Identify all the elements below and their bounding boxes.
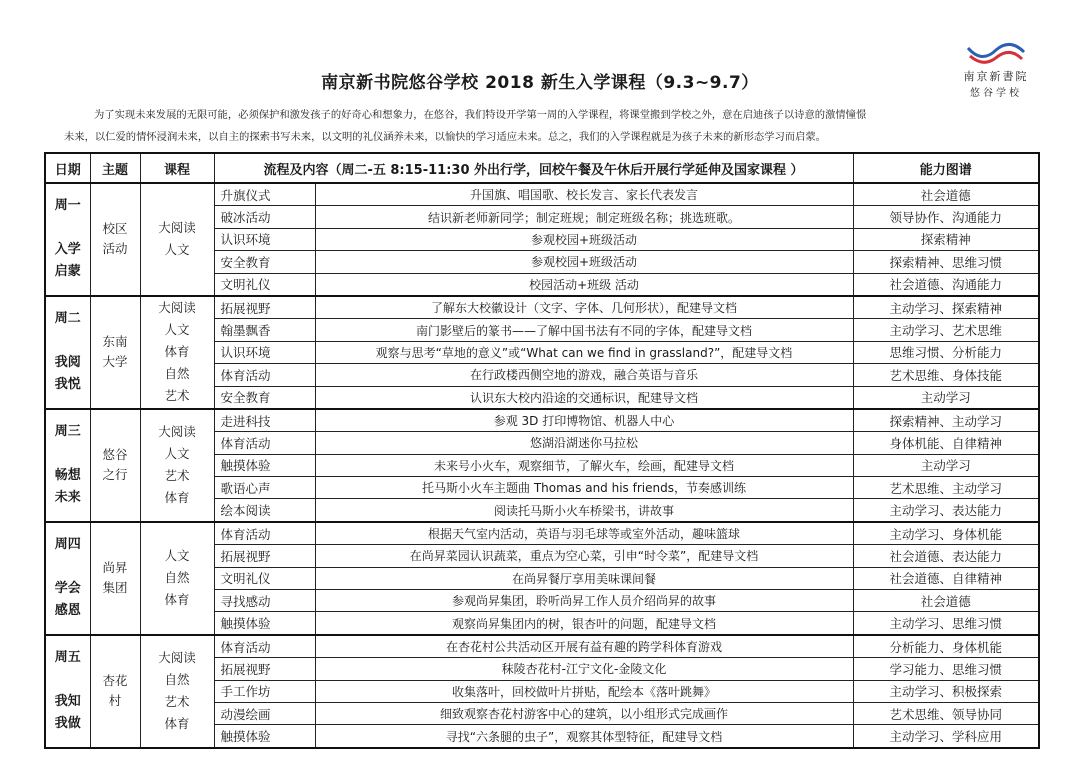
cell-line: 体育 bbox=[164, 344, 190, 360]
cell-line: 大阅读 bbox=[158, 300, 196, 316]
session-cell: 体育活动 bbox=[214, 432, 315, 454]
session-cell: 拓展视野 bbox=[214, 658, 315, 680]
ability-cell: 主动学习、学科应用 bbox=[853, 725, 1039, 748]
content-cell: 在尚昇菜园认识蔬菜，重点为空心菜，引申“时令菜”，配建导文档 bbox=[315, 545, 853, 567]
content-cell: 升国旗、唱国歌、校长发言、家长代表发言 bbox=[315, 183, 853, 206]
content-cell: 观察与思考“草地的意义”或“What can we find in grassland?”，配建导文档 bbox=[315, 341, 853, 363]
ability-cell: 学习能力、思维习惯 bbox=[853, 658, 1039, 680]
course-cell bbox=[140, 409, 214, 522]
cell-line: 尚昇 bbox=[102, 560, 128, 576]
table-row bbox=[45, 183, 1039, 206]
session-cell: 手工作坊 bbox=[214, 680, 315, 702]
session-cell: 触摸体验 bbox=[214, 454, 315, 476]
ability-cell: 社会道德 bbox=[853, 590, 1039, 612]
content-cell: 认识东大校内沿途的交通标识，配建导文档 bbox=[315, 386, 853, 409]
day-cell bbox=[45, 522, 90, 635]
content-cell: 结识新老师新同学；制定班规；制定班级名称；挑选班歌。 bbox=[315, 206, 853, 228]
theme-cell bbox=[90, 409, 140, 522]
session-cell: 拓展视野 bbox=[214, 296, 315, 319]
intro-line-1: 为了实现未来发展的无限可能，必须保护和激发孩子的好奇心和想象力，在悠谷，我们特设开学第一周的入学课程，将课堂搬到学校之外，意在启迪孩子以诗意的激情憧憬 bbox=[94, 109, 867, 121]
cell-line: 学会 bbox=[54, 581, 81, 597]
content-cell: 参观校园+班级活动 bbox=[315, 251, 853, 273]
ability-cell: 探索精神 bbox=[853, 228, 1039, 250]
content-cell: 细致观察杏花村游客中心的建筑，以小组形式完成画作 bbox=[315, 702, 853, 724]
cell-line: 村 bbox=[108, 693, 122, 709]
session-cell: 安全教育 bbox=[214, 251, 315, 273]
content-cell: 在尚昇餐厅享用美味课间餐 bbox=[315, 567, 853, 589]
cell-line: 艺术 bbox=[164, 388, 190, 404]
ability-cell: 主动学习、艺术思维 bbox=[853, 319, 1039, 341]
content-cell: 南门影壁后的篆书——了解中国书法有不同的字体，配建导文档 bbox=[315, 319, 853, 341]
table-header-row bbox=[45, 153, 1039, 183]
ability-cell: 探索精神、思维习惯 bbox=[853, 251, 1039, 273]
cell-line: 感恩 bbox=[54, 603, 81, 619]
cell-line: 我悦 bbox=[54, 377, 81, 393]
content-cell: 在行政楼西侧空地的游戏，融合英语与音乐 bbox=[315, 364, 853, 386]
content-cell: 校园活动+班级 活动 bbox=[315, 273, 853, 296]
cell-line: 周三 bbox=[54, 424, 81, 440]
ability-cell: 探索精神、主动学习 bbox=[853, 409, 1039, 432]
cell-line: 我做 bbox=[54, 716, 81, 732]
session-cell: 动漫绘画 bbox=[214, 702, 315, 724]
ability-cell: 艺术思维、领导协同 bbox=[853, 702, 1039, 724]
ability-cell: 主动学习、身体机能 bbox=[853, 522, 1039, 545]
ability-cell: 分析能力、身体机能 bbox=[853, 635, 1039, 658]
day-cell bbox=[45, 635, 90, 748]
cell-line: 悠谷 bbox=[102, 447, 128, 463]
cell-line: 人文 bbox=[164, 322, 190, 338]
cell-line: 体育 bbox=[164, 490, 190, 506]
ability-cell: 身体机能、自律精神 bbox=[853, 432, 1039, 454]
cell-line: 人文 bbox=[164, 242, 190, 258]
course-cell bbox=[140, 522, 214, 635]
session-cell: 体育活动 bbox=[214, 635, 315, 658]
cell-line: 未来 bbox=[54, 490, 81, 506]
table-row bbox=[45, 522, 1039, 545]
content-cell: 在杏花村公共活动区开展有益有趣的跨学科体育游戏 bbox=[315, 635, 853, 658]
cell-line: 体育 bbox=[164, 592, 190, 608]
header-theme: 主题 bbox=[90, 153, 140, 183]
table-body bbox=[45, 183, 1039, 748]
content-cell: 悠湖沿湖迷你马拉松 bbox=[315, 432, 853, 454]
ability-cell: 主动学习、探索精神 bbox=[853, 296, 1039, 319]
day-cell bbox=[45, 296, 90, 409]
content-cell: 秣陵杏花村-江宁文化-金陵文化 bbox=[315, 658, 853, 680]
content-cell: 阅读托马斯小火车桥梁书，讲故事 bbox=[315, 499, 853, 522]
cell-line: 杏花 bbox=[102, 673, 128, 689]
session-cell: 安全教育 bbox=[214, 386, 315, 409]
ability-cell: 思维习惯、分析能力 bbox=[853, 341, 1039, 363]
ability-cell: 领导协作、沟通能力 bbox=[853, 206, 1039, 228]
content-cell: 了解东大校徽设计（文字、字体、几何形状），配建导文档 bbox=[315, 296, 853, 319]
cell-line: 体育 bbox=[164, 716, 190, 732]
session-cell: 触摸体验 bbox=[214, 725, 315, 748]
session-cell: 走进科技 bbox=[214, 409, 315, 432]
content-cell: 未来号小火车，观察细节，了解火车，绘画，配建导文档 bbox=[315, 454, 853, 476]
cell-line: 人文 bbox=[164, 446, 190, 462]
content-cell: 根据天气室内活动，英语与羽毛球等或室外活动，趣味篮球 bbox=[315, 522, 853, 545]
course-cell bbox=[140, 183, 214, 296]
session-cell: 触摸体验 bbox=[214, 612, 315, 635]
header-ability: 能力图谱 bbox=[853, 153, 1039, 183]
content-cell: 参观 3D 打印博物馆、机器人中心 bbox=[315, 409, 853, 432]
session-cell: 认识环境 bbox=[214, 341, 315, 363]
cell-line: 启蒙 bbox=[54, 264, 81, 280]
ability-cell: 主动学习、表达能力 bbox=[853, 499, 1039, 522]
theme-cell bbox=[90, 635, 140, 748]
page-title: 南京新书院悠谷学校 2018 新生入学课程（9.3~9.7） bbox=[321, 73, 759, 93]
cell-line: 人文 bbox=[164, 548, 190, 564]
cell-line: 活动 bbox=[102, 241, 128, 257]
cell-line: 入学 bbox=[54, 242, 81, 258]
cell-line: 集团 bbox=[102, 580, 128, 596]
cell-line: 大阅读 bbox=[158, 220, 196, 236]
theme-cell bbox=[90, 183, 140, 296]
session-cell: 寻找感动 bbox=[214, 590, 315, 612]
cell-line: 周四 bbox=[54, 537, 81, 553]
session-cell: 破冰活动 bbox=[214, 206, 315, 228]
course-cell bbox=[140, 296, 214, 409]
cell-line: 之行 bbox=[102, 467, 128, 483]
ability-cell: 主动学习、积极探索 bbox=[853, 680, 1039, 702]
school-logo bbox=[948, 42, 1044, 104]
session-cell: 文明礼仪 bbox=[214, 273, 315, 296]
cell-line: 大学 bbox=[102, 354, 128, 370]
session-cell: 体育活动 bbox=[214, 522, 315, 545]
header-course: 课程 bbox=[140, 153, 214, 183]
cell-line: 校区 bbox=[102, 221, 128, 237]
day-cell bbox=[45, 183, 90, 296]
day-cell bbox=[45, 409, 90, 522]
session-cell: 升旗仪式 bbox=[214, 183, 315, 206]
session-cell: 绘本阅读 bbox=[214, 499, 315, 522]
cell-line: 自然 bbox=[164, 570, 190, 586]
ability-cell: 主动学习、思维习惯 bbox=[853, 612, 1039, 635]
theme-cell bbox=[90, 296, 140, 409]
cell-line: 畅想 bbox=[54, 468, 81, 484]
intro-paragraph bbox=[64, 104, 1024, 148]
cell-line: 我阅 bbox=[54, 355, 81, 371]
intro-line-2: 未来，以仁爱的情怀浸润未来，以自主的探索书写未来，以文明的礼仪涵养未来，以愉快的学习适应未来。总之，我们的入学课程就是为孩子未来的新形态学习而启蒙。 bbox=[64, 131, 826, 143]
session-cell: 体育活动 bbox=[214, 364, 315, 386]
session-cell: 拓展视野 bbox=[214, 545, 315, 567]
ability-cell: 艺术思维、身体技能 bbox=[853, 364, 1039, 386]
cell-line: 周一 bbox=[54, 198, 81, 214]
ability-cell: 社会道德、沟通能力 bbox=[853, 273, 1039, 296]
session-cell: 歌语心声 bbox=[214, 477, 315, 499]
wave-logo-icon bbox=[966, 42, 1026, 66]
content-cell: 寻找“六条腿的虫子”，观察其体型特征，配建导文档 bbox=[315, 725, 853, 748]
cell-line: 自然 bbox=[164, 366, 190, 382]
curriculum-table bbox=[44, 152, 1040, 749]
cell-line: 大阅读 bbox=[158, 650, 196, 666]
logo-text-line2: 悠谷学校 bbox=[970, 88, 1022, 99]
cell-line: 周二 bbox=[54, 311, 81, 327]
session-cell: 翰墨飘香 bbox=[214, 319, 315, 341]
cell-line: 艺术 bbox=[164, 694, 190, 710]
header-content: 流程及内容（周二-五 8:15-11:30 外出行学，回校午餐及午休后开展行学延伸及国家课程 ） bbox=[214, 153, 853, 183]
ability-cell: 社会道德、自律精神 bbox=[853, 567, 1039, 589]
cell-line: 我知 bbox=[54, 694, 81, 710]
cell-line: 自然 bbox=[164, 672, 190, 688]
cell-line: 大阅读 bbox=[158, 424, 196, 440]
content-cell: 观察尚昇集团内的树，银杏叶的问题，配建导文档 bbox=[315, 612, 853, 635]
ability-cell: 艺术思维、主动学习 bbox=[853, 477, 1039, 499]
content-cell: 收集落叶，回校做叶片拼贴，配绘本《落叶跳舞》 bbox=[315, 680, 853, 702]
course-cell bbox=[140, 635, 214, 748]
ability-cell: 社会道德 bbox=[853, 183, 1039, 206]
content-cell: 托马斯小火车主题曲 Thomas and his friends，节奏感训练 bbox=[315, 477, 853, 499]
cell-line: 东南 bbox=[102, 334, 128, 350]
cell-line: 艺术 bbox=[164, 468, 190, 484]
theme-cell bbox=[90, 522, 140, 635]
logo-text-line1: 南京新書院 bbox=[963, 70, 1029, 83]
ability-cell: 社会道德、表达能力 bbox=[853, 545, 1039, 567]
table-row bbox=[45, 296, 1039, 319]
content-cell: 参观校园+班级活动 bbox=[315, 228, 853, 250]
session-cell: 文明礼仪 bbox=[214, 567, 315, 589]
header-day: 日期 bbox=[45, 153, 90, 183]
ability-cell: 主动学习 bbox=[853, 454, 1039, 476]
cell-line: 周五 bbox=[54, 650, 81, 666]
content-cell: 参观尚昇集团，聆听尚昇工作人员介绍尚昇的故事 bbox=[315, 590, 853, 612]
table-row bbox=[45, 635, 1039, 658]
session-cell: 认识环境 bbox=[214, 228, 315, 250]
ability-cell: 主动学习 bbox=[853, 386, 1039, 409]
table-row bbox=[45, 409, 1039, 432]
